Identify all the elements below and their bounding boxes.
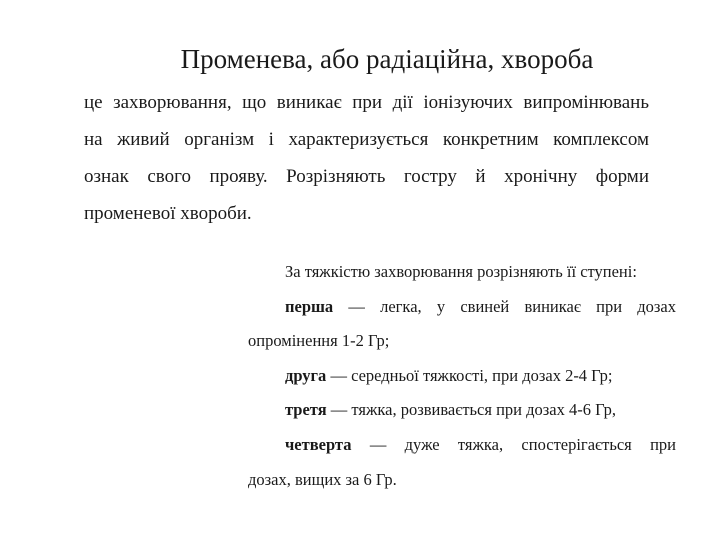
- degree-fourth-text: — дуже тяжка, спостерігається при: [351, 434, 676, 454]
- degree-first-term: перша: [285, 296, 334, 316]
- degree-third-term: третя: [285, 400, 327, 420]
- intro-paragraph: [84, 84, 649, 232]
- degree-first: [248, 290, 676, 325]
- degree-second: [248, 359, 676, 394]
- degree-first-continuation: опромінення 1-2 Гр;: [248, 331, 390, 351]
- intro-line-4: променевої хвороби.: [84, 203, 252, 224]
- degree-fourth-term: четверта: [285, 434, 352, 454]
- degree-third-text: — тяжка, розвивається при дозах 4-6 Гр,: [326, 400, 616, 420]
- intro-line-1: це захворювання, що виникає при дії іонізуючих випромінювань: [84, 92, 649, 113]
- slide-title: Променева, або радіаційна, хвороба: [180, 44, 594, 74]
- degree-third: [248, 393, 676, 428]
- degree-second-term: друга: [285, 365, 327, 385]
- intro-line-2: на живий організм і характеризується конкретним комплексом: [84, 129, 649, 150]
- degree-fourth-continuation: дозах, вищих за 6 Гр.: [248, 469, 397, 489]
- degree-fourth: [248, 428, 676, 463]
- degree-first-text: — легка, у свиней виникає при дозах: [333, 296, 676, 316]
- degrees-heading: За тяжкістю захворювання розрізняють її ступені:: [285, 262, 637, 281]
- degrees-list: [248, 255, 676, 497]
- intro-line-3: ознак свого прояву. Розрізняють гостру й хронічну форми: [84, 166, 649, 187]
- degree-second-text: — середньої тяжкості, при дозах 2-4 Гр;: [326, 365, 613, 385]
